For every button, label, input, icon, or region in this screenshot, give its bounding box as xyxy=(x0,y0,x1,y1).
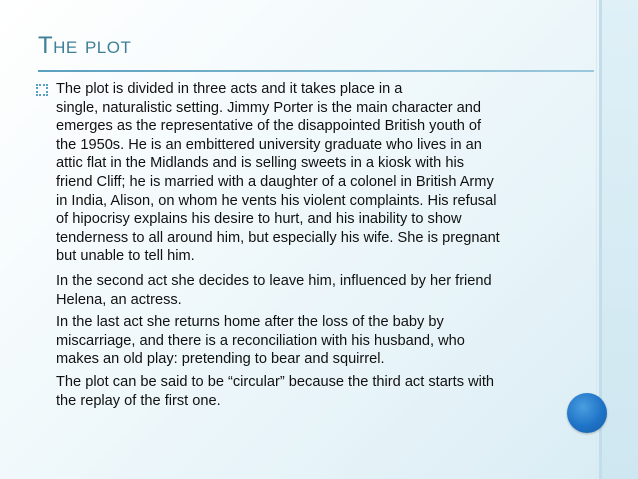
paragraph-circular-plot: The plot can be said to be “circular” because the third act starts with the replay of the first one. xyxy=(56,373,495,409)
paragraph-second-act: In the second act she decides to leave him, influenced by her friend Helena, an actress. xyxy=(56,272,492,308)
paragraph-last-act: In the last act she returns home after the loss of the baby by miscarriage, and there is a reconciliation with his husband, who makes an old play: pretending to bear and squirrel. xyxy=(56,314,465,368)
paragraph-plot-overview: The plot is divided in three acts and it takes place in a single, naturalistic setting. Jimmy Porter is the main character and emerges as the representative of the disappointed British youth of the 1950s. He is an embittered university graduate who lives in an attic flat in the Midlands and is selling sweets in a kiosk with his friend Cliff; he is married with a daughter of a colonel in British Army in India, Alison, on whom he vents his violent complaints. His refusal of hipocrisy explains his desire to hurt, and his inability to show tenderness to all around him, but especially his wife. She is pregnant but unable to tell him. xyxy=(56,81,500,265)
slide-title: The plot xyxy=(38,32,132,59)
title-underline xyxy=(38,70,594,72)
slide-body xyxy=(56,80,546,414)
decorative-blue-circle xyxy=(567,393,607,433)
dotted-square-bullet-icon xyxy=(36,84,48,96)
decorative-right-band xyxy=(602,0,638,479)
